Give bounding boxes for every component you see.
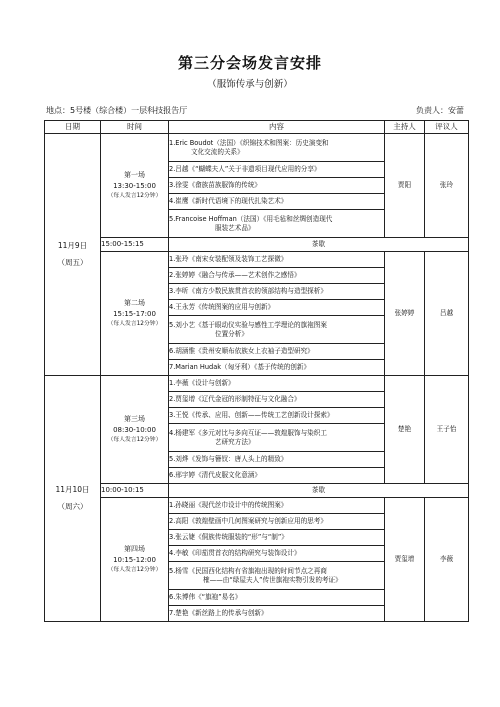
talk-line: 5.Francoise Hoffman（法国）《用毛毡和丝绸创造现代 bbox=[169, 215, 333, 224]
talk-content bbox=[169, 562, 385, 590]
talk-content bbox=[169, 546, 385, 562]
reviewer-cell: 王子怡 bbox=[425, 376, 469, 484]
schedule-table bbox=[44, 120, 469, 622]
talk-content bbox=[169, 606, 385, 622]
session-cell bbox=[101, 376, 169, 484]
talk-content bbox=[169, 452, 385, 468]
break-label: 茶歇 bbox=[169, 484, 469, 498]
host-cell: 楚艳 bbox=[385, 376, 425, 484]
talk-line: 文化交流的关系》 bbox=[191, 147, 244, 156]
page-subtitle: （服饰传承与创新） bbox=[207, 79, 293, 90]
owner-text: 负责人：安蕾 bbox=[416, 106, 464, 115]
talk-content bbox=[169, 468, 385, 484]
session-cell bbox=[101, 134, 169, 238]
talk-line: 1.李薇《设计与创新》 bbox=[169, 379, 235, 388]
talk-content bbox=[169, 530, 385, 546]
session-note: （每人发言12分钟） bbox=[107, 193, 162, 200]
session-name: 第二场 bbox=[124, 298, 145, 307]
talk-line: 3.李昕《南方少数民族贯首衣的领部结构与造型探析》 bbox=[169, 287, 327, 296]
talk-content bbox=[169, 360, 385, 376]
talk-line: 榷——由“绿屋夫人”传世旗袍实物引发的考证》 bbox=[203, 575, 342, 584]
session-time: 13:30-15:00 bbox=[113, 181, 156, 190]
break-label: 茶歇 bbox=[169, 238, 469, 252]
talk-line: 1.孙晓丽《现代丝巾设计中的传统图案》 bbox=[169, 501, 288, 510]
weekday-text: （周六） bbox=[57, 501, 88, 511]
talk-line: 2.贾玺增《辽代金冠的形制特征与文化融合》 bbox=[169, 395, 301, 404]
talk-row bbox=[45, 376, 469, 392]
talk-row bbox=[45, 498, 469, 514]
header-row bbox=[45, 121, 469, 134]
talk-row bbox=[45, 252, 469, 268]
talk-content bbox=[169, 408, 385, 424]
talk-line: 6.胡涵惟《贵州安顺布依族女上衣袖子造型研究》 bbox=[169, 347, 314, 356]
talk-content bbox=[169, 134, 385, 162]
session-time: 08:30-10:00 bbox=[113, 425, 156, 434]
session-note: （每人发言12分钟） bbox=[107, 567, 162, 574]
talk-line: 1.Eric Boudot（法国）《织锦技术和图案：历史演变和 bbox=[169, 139, 329, 148]
session-name: 第四场 bbox=[124, 544, 145, 553]
talk-line: 4.王永芳《传统图案的应用与创新》 bbox=[169, 303, 275, 312]
date-text: 11月9日 bbox=[57, 241, 88, 250]
talk-content bbox=[169, 252, 385, 268]
talk-line: 7.Marian Hudak（匈牙利）《基于传统的创新》 bbox=[169, 363, 311, 372]
header-date: 日期 bbox=[45, 121, 101, 134]
host-cell: 贾玺增 bbox=[385, 498, 425, 622]
talk-content bbox=[169, 392, 385, 408]
break-row bbox=[45, 484, 469, 498]
talk-line: 位置分析》 bbox=[215, 329, 248, 338]
session-name: 第一场 bbox=[124, 170, 145, 179]
date-cell bbox=[45, 376, 101, 622]
header-reviewer: 评议人 bbox=[425, 121, 469, 134]
break-row bbox=[45, 238, 469, 252]
talk-content bbox=[169, 162, 385, 178]
session-time: 15:15-17:00 bbox=[113, 309, 156, 318]
header-host: 主持人 bbox=[385, 121, 425, 134]
session-cell bbox=[101, 498, 169, 622]
session-time: 10:15-12:00 bbox=[113, 555, 156, 564]
talk-line: 4.李敏《印茄贯首衣的结构研究与装饰设计》 bbox=[169, 549, 301, 558]
host-cell: 张婷婷 bbox=[385, 252, 425, 376]
session-note: （每人发言12分钟） bbox=[107, 437, 162, 444]
session-name: 第三场 bbox=[124, 414, 145, 423]
talk-line: 3.张云婕《侗族传统服装的“形”与“制”》 bbox=[169, 533, 288, 542]
page-title: 第三分会场发言安排 bbox=[177, 54, 322, 72]
host-cell: 贾阳 bbox=[385, 134, 425, 238]
talk-line: 1.张玲《南宋女装配领及装饰工艺探微》 bbox=[169, 255, 288, 264]
date-text: 11月10日 bbox=[55, 485, 90, 494]
talk-content bbox=[169, 268, 385, 284]
talk-content bbox=[169, 590, 385, 606]
header-time: 时间 bbox=[101, 121, 169, 134]
reviewer-cell: 吕越 bbox=[425, 252, 469, 376]
talk-line: 3.王悦《传承、应用、创新——传统工艺创新设计探索》 bbox=[169, 411, 334, 420]
talk-line: 4.杨建军《多元对比与多向互证——敦煌服饰与染织工 bbox=[169, 429, 327, 438]
talk-content bbox=[169, 498, 385, 514]
talk-line: 5.杨雪《民国西化结构有省旗袍出现的时间节点之再商 bbox=[169, 567, 327, 576]
talk-content bbox=[169, 514, 385, 530]
talk-content bbox=[169, 194, 385, 210]
reviewer-cell: 李薇 bbox=[425, 498, 469, 622]
talk-line: 2.高阳《敦煌壁画中几何图案研究与创新应用的思考》 bbox=[169, 517, 327, 526]
talk-content bbox=[169, 344, 385, 360]
session-cell bbox=[101, 252, 169, 376]
session-note: （每人发言12分钟） bbox=[107, 321, 162, 328]
break-time: 15:00-15:15 bbox=[101, 238, 169, 252]
venue-text: 地点：5号楼（综合楼）一层科技报告厅 bbox=[46, 106, 188, 115]
talk-line: 2.吕越《“蝴蝶夫人”关于非遗项目现代应用的分享》 bbox=[169, 165, 321, 174]
talk-line: 7.楚艳《新丝路上的传承与创新》 bbox=[169, 609, 268, 618]
schedule-body bbox=[45, 121, 469, 622]
talk-content bbox=[169, 178, 385, 194]
talk-line: 6.朱博伟《“旗袍”易名》 bbox=[169, 593, 242, 602]
talk-line: 5.刘烨《发饰与簪钗：唐人头上的精致》 bbox=[169, 455, 288, 464]
talk-line: 4.崔鹰《新时代语境下的现代扎染艺术》 bbox=[169, 197, 288, 206]
talk-line: 6.邢宇婷《清代皮服文化意涵》 bbox=[169, 471, 262, 480]
talk-row bbox=[45, 134, 469, 162]
talk-content bbox=[169, 376, 385, 392]
talk-line: 服装艺术品》 bbox=[215, 223, 255, 232]
reviewer-cell: 张玲 bbox=[425, 134, 469, 238]
talk-content bbox=[169, 210, 385, 238]
date-cell bbox=[45, 134, 101, 376]
break-time: 10:00-10:15 bbox=[101, 484, 169, 498]
talk-content bbox=[169, 284, 385, 300]
weekday-text: （周五） bbox=[57, 257, 88, 267]
talk-content bbox=[169, 316, 385, 344]
talk-line: 2.张婷婷《融合与传承——艺术创作之感悟》 bbox=[169, 271, 301, 280]
talk-line: 艺研究方法》 bbox=[215, 437, 255, 446]
talk-line: 3.徐雯《畲族苗族服饰的传统》 bbox=[169, 181, 262, 190]
talk-content bbox=[169, 424, 385, 452]
talk-line: 5.刘小艺《基于眼动仪实验与感性工学理论的旗袍图案 bbox=[169, 321, 327, 330]
talk-content bbox=[169, 300, 385, 316]
header-content: 内容 bbox=[169, 121, 385, 134]
